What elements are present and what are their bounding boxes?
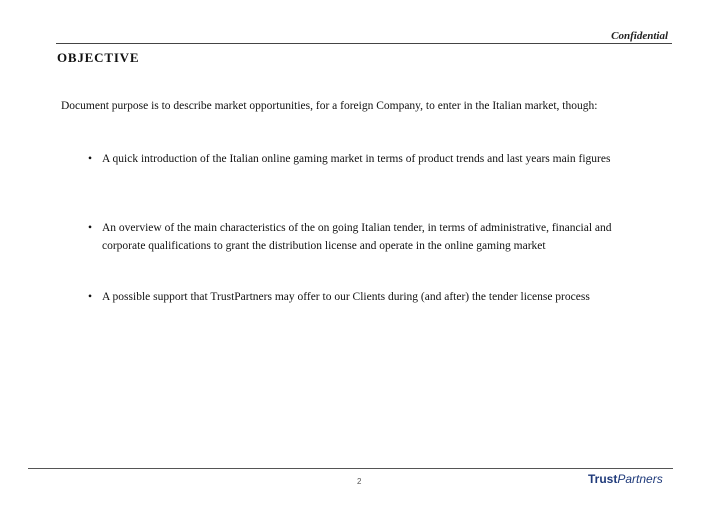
brand-logo (588, 472, 663, 486)
brand-logo-part-2: Partners (617, 472, 663, 486)
page-number: 2 (357, 477, 362, 486)
footer-divider (28, 468, 673, 469)
bullet-marker: • (88, 291, 93, 303)
bullet-text: A possible support that TrustPartners may offer to our Clients during (and after) the tender license process (102, 291, 590, 303)
bullet-item (88, 219, 648, 255)
bullet-item (88, 150, 648, 168)
intro-paragraph: Document purpose is to describe market opportunities, for a foreign Company, to enter in the Italian market, though: (61, 100, 598, 112)
bullet-item (88, 288, 648, 306)
brand-logo-part-1: Trust (588, 472, 618, 486)
header-divider (56, 43, 672, 44)
bullet-marker: • (88, 153, 93, 165)
confidential-label: Confidential (611, 30, 668, 42)
bullet-marker: • (88, 222, 93, 234)
bullet-text: A quick introduction of the Italian online gaming market in terms of product trends and last years main figures (102, 153, 611, 165)
bullet-text: An overview of the main characteristics of the on going Italian tender, in terms of administrative, financial and corporate qualifications to grant the distribution license and operate in the online gaming market (102, 222, 612, 252)
section-title: OBJECTIVE (57, 50, 140, 65)
